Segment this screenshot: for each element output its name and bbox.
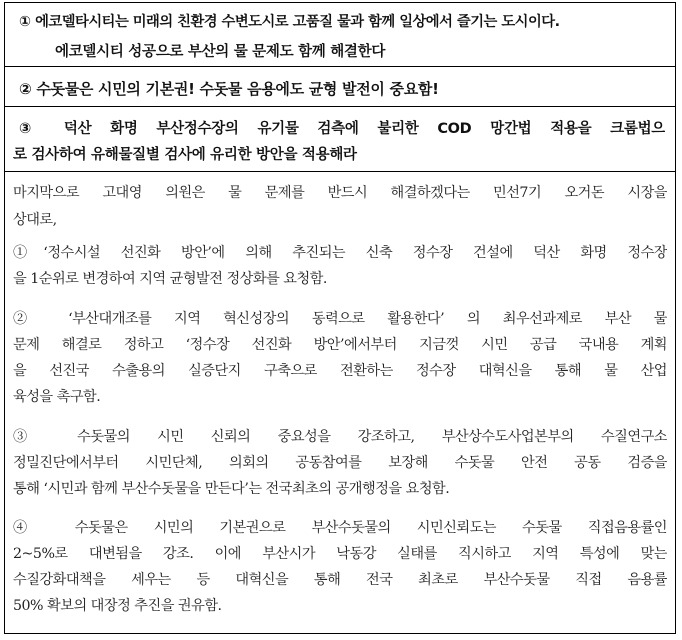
item-2-line-4: 육성을 촉구함. (13, 389, 101, 405)
item-4-line-1: ④ 수돗물은 시민의 기본권으로 부산수돗물의 시민신뢰도는 수돗물 직접음용률인 (13, 520, 667, 536)
item-4-line-3: 수질강화대책을 세우는 등 대혁신을 통해 전국 최초로 부산수돗물 직접 음용률 (13, 572, 667, 588)
item-3-line-3: 통해 ‘시민과 함께 부산수돗물을 만든다’는 전국최초의 공개행정을 요청함. (13, 481, 450, 497)
divider (5, 66, 675, 67)
item-4-line-2: 2~5%로 대변됨을 강조. 이에 부산시가 낙동강 실태를 직시하고 지역 특성에 맞는 (13, 546, 667, 562)
item-3-line-2: 정밀진단에서부터 시민단체, 의회의 공동참여를 보장해 수돗물 안전 공동 검증을 (13, 455, 667, 471)
item-2-line-1: ② ‘부산대개조를 지역 혁신성장의 동력으로 활용한다’ 의 최우선과제로 부산 물 (13, 311, 667, 327)
item-1-line-2: 을 1순위로 변경하여 지역 균형발전 정상화를 요청함. (13, 271, 327, 287)
item-2-line-3: 을 선진국 수출용의 실증단지 구축으로 전환하는 정수장 대혁신을 통해 물 산업 (13, 363, 667, 379)
intro-line-2: 상대로, (13, 212, 57, 228)
intro-line-1: 마지막으로 고대영 의원은 물 문제를 반드시 해결하겠다는 민선7기 오거돈 시장을 (13, 185, 667, 201)
headline-1-line-2: 에코델시티 성공으로 부산의 물 문제도 함께 해결한다 (55, 44, 386, 60)
item-1-line-1: ①‘정수시설 선진화 방안’에 의해 추진되는 신축 정수장 건설에 덕산 화명 정수장 (13, 245, 667, 261)
divider (5, 171, 675, 172)
item-2-line-2: 문제 해결로 정하고 ‘정수장 선진화 방안’에서부터 지금껏 시민 공급 국내용 계획 (13, 337, 667, 353)
headline-3-line-1: ③ 덕산 화명 부산정수장의 유기물 검측에 불리한 COD 망간법 적용을 크롬법으 (19, 121, 665, 137)
item-4-line-4: 50% 확보의 대장정 추진을 권유함. (13, 598, 222, 614)
item-3-line-1: ③ 수돗물의 시민 신뢰의 중요성을 강조하고, 부산상수도사업본부의 수질연구소 (13, 429, 667, 445)
document-box (4, 2, 676, 634)
headline-2-line-1: ② 수돗물은 시민의 기본권! 수돗물 음용에도 균형 발전이 중요함! (19, 80, 439, 98)
divider (5, 106, 675, 107)
headline-1-line-1: ① 에코델타시티는 미래의 친환경 수변도시로 고품질 물과 함께 일상에서 즐기는 도시이다. (19, 14, 560, 30)
headline-3-line-2: 로 검사하여 유해물질별 검사에 유리한 방안을 적용해라 (13, 147, 357, 163)
